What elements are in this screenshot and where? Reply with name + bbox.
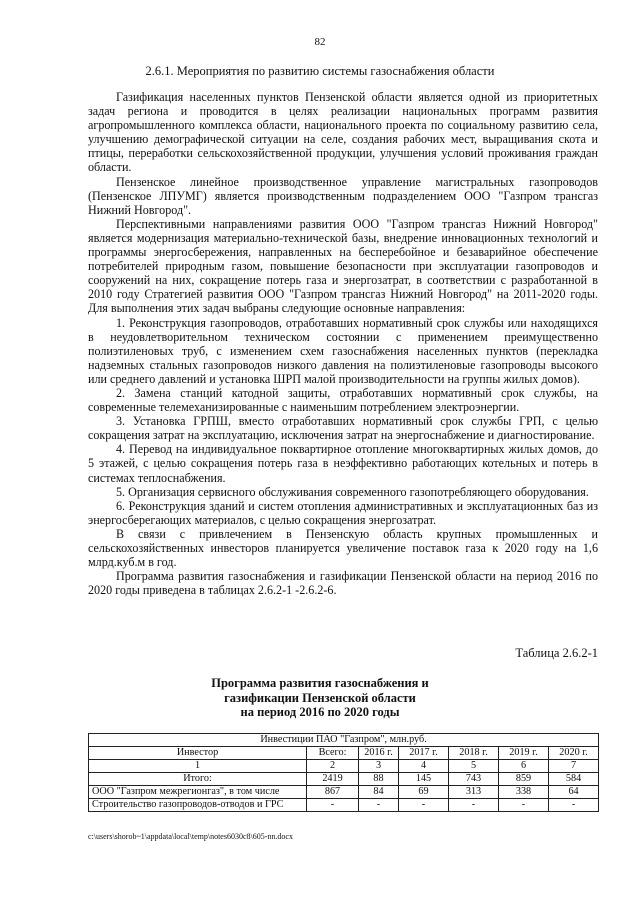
- table-cell: -: [549, 799, 599, 812]
- table-cell: 859: [499, 773, 549, 786]
- paragraph-item-2: 2. Замена станций катодной защиты, отработавших нормативный срок службы, на современные телемеханизированные с наименьшим потреблением электроэнергии.: [88, 385, 598, 415]
- table-cell: 1: [89, 760, 307, 773]
- table-cell: 2419: [307, 773, 359, 786]
- table-row: [89, 773, 599, 786]
- table-cell: -: [359, 799, 399, 812]
- table-cell: 7: [549, 760, 599, 773]
- table-caption: Таблица 2.6.2-1: [515, 646, 598, 660]
- table-cell: 69: [399, 786, 449, 799]
- table-cell: ООО "Газпром межрегионгаз", в том числе: [89, 786, 307, 799]
- table-row: [89, 786, 599, 799]
- table-cell: 6: [499, 760, 549, 773]
- table-cell: 338: [499, 786, 549, 799]
- page-number: 82: [314, 36, 326, 48]
- table-cell: -: [449, 799, 499, 812]
- table-group-header: Инвестиции ПАО "Газпром", млн.руб.: [89, 734, 599, 747]
- table-header-row: [89, 747, 599, 760]
- footer-file-path: c:\users\shorob~1\appdata\local\temp\notes6030c8\605-nn.docx: [88, 832, 293, 841]
- program-title: [0, 676, 640, 720]
- paragraph-program: Программа развития газоснабжения и газификации Пензенской области на период 2016 по 2020 годы приведена в таблицах 2.6.2-1 -2.6.2-6.: [88, 569, 598, 598]
- paragraph-gasification: Газификация населенных пунктов Пензенской области является одной из приоритетных задач региона и проводится в целях реализации национальных программ развития агропромышленного комплекса области, национального проекта по социальному развитию села, улучшению демографической ситуации на селе, создания рабочих мест, выращивания скота и птицы, переработки сельскохозяйственной продукции, улучшения условий проживания граждан области.: [88, 90, 598, 175]
- table-header-cell: 2018 г.: [449, 747, 499, 760]
- table-cell: 84: [359, 786, 399, 799]
- table-cell: 88: [359, 773, 399, 786]
- program-title-line: на период 2016 по 2020 годы: [240, 705, 400, 719]
- table-cell: 867: [307, 786, 359, 799]
- table-row: [89, 799, 599, 812]
- program-title-line: газификации Пензенской области: [224, 690, 416, 705]
- paragraph-directions: Перспективными направлениями развития ООО "Газпром трансгаз Нижний Новгород" является модернизация материально-технической базы, внедрение инновационных технологий и программы энергосбережения, направленных на бесперебойное и безаварийное обеспечение потребителей природным газом, повышение безопасности при эксплуатации газопроводов и сооружений на них, сокращение потерь газа и энергозатрат, в соответствии с разработанной в 2010 году Стратегией развития ООО "Газпром трансгаз Нижний Новгород" на 2011-2020 годы. Для выполнения этих задач выбраны следующие основные направления:: [88, 216, 598, 316]
- paragraph-investors: В связи с привлечением в Пензенскую область крупных промышленных и сельскохозяйственных инвесторов планируется увеличение поставок газа к 2020 году на 1,6 млрд.куб.м в год.: [88, 526, 598, 570]
- table-header-cell: 2016 г.: [359, 747, 399, 760]
- table-cell: 4: [399, 760, 449, 773]
- table-header-cell: 2020 г.: [549, 747, 599, 760]
- table-header-cell: Всего:: [307, 747, 359, 760]
- paragraph-lpumg: Пензенское линейное производственное управление магистральных газопроводов (Пензенское ЛПУМГ) является производственным подразделением ООО "Газпром трансгаз Нижний Новгород".: [88, 174, 598, 217]
- paragraph-item-3: 3. Установка ГРПШ, вместо отработавших нормативный срок службы ГРП, с целью сокращения затрат на эксплуатацию, исключения затрат на энергоснабжение и диагностирование.: [88, 414, 598, 443]
- table-header-cell: 2017 г.: [399, 747, 449, 760]
- table-header-cell: Инвестор: [89, 747, 307, 760]
- investment-table: [88, 733, 599, 812]
- table-cell: 743: [449, 773, 499, 786]
- table-cell: 2: [307, 760, 359, 773]
- table-cell: 313: [449, 786, 499, 799]
- table-cell: -: [499, 799, 549, 812]
- paragraph-item-5: 5. Организация сервисного обслуживания современного газопотребляющего оборудования.: [116, 484, 589, 499]
- paragraph-item-1: 1. Реконструкция газопроводов, отработавших нормативный срок службы или находящихся в неудовлетворительном техническом состоянии с применением преимущественно полиэтиленовых труб, с изменением схем газоснабжения населенных пунктов (перекладка надземных стальных газопроводов низкого давления на полиэтиленовые газопроводы высокого или среднего давлений и установка ШРП малой производительности на группы жилых домов).: [88, 315, 598, 386]
- table-cell: 5: [449, 760, 499, 773]
- table-cell: 145: [399, 773, 449, 786]
- table-cell: -: [399, 799, 449, 812]
- paragraph-item-4: 4. Перевод на индивидуальное поквартирное отопление многоквартирных жилых домов, до 5 этажей, с целью сокращения потерь газа в неэффективно работающих котельных и потерь в системах теплоснабжения.: [88, 442, 598, 485]
- section-heading: 2.6.1. Мероприятия по развитию системы газоснабжения области: [145, 64, 495, 78]
- table-cell: 3: [359, 760, 399, 773]
- table-cell: Итого:: [89, 773, 307, 786]
- table-group-header-row: [89, 734, 599, 747]
- table-cell: -: [307, 799, 359, 812]
- table-cell: 64: [549, 786, 599, 799]
- paragraph-item-6: 6. Реконструкция зданий и систем отопления административных и эксплуатационных баз из энергосберегающих материалов, с целью сокращения энергозатрат.: [88, 498, 598, 527]
- table-cell: Строительство газопроводов-отводов и ГРС: [89, 799, 307, 812]
- table-header-cell: 2019 г.: [499, 747, 549, 760]
- table-cell: 584: [549, 773, 599, 786]
- body-text: [88, 90, 598, 597]
- table-column-number-row: [89, 760, 599, 773]
- program-title-line: Программа развития газоснабжения и: [211, 676, 429, 690]
